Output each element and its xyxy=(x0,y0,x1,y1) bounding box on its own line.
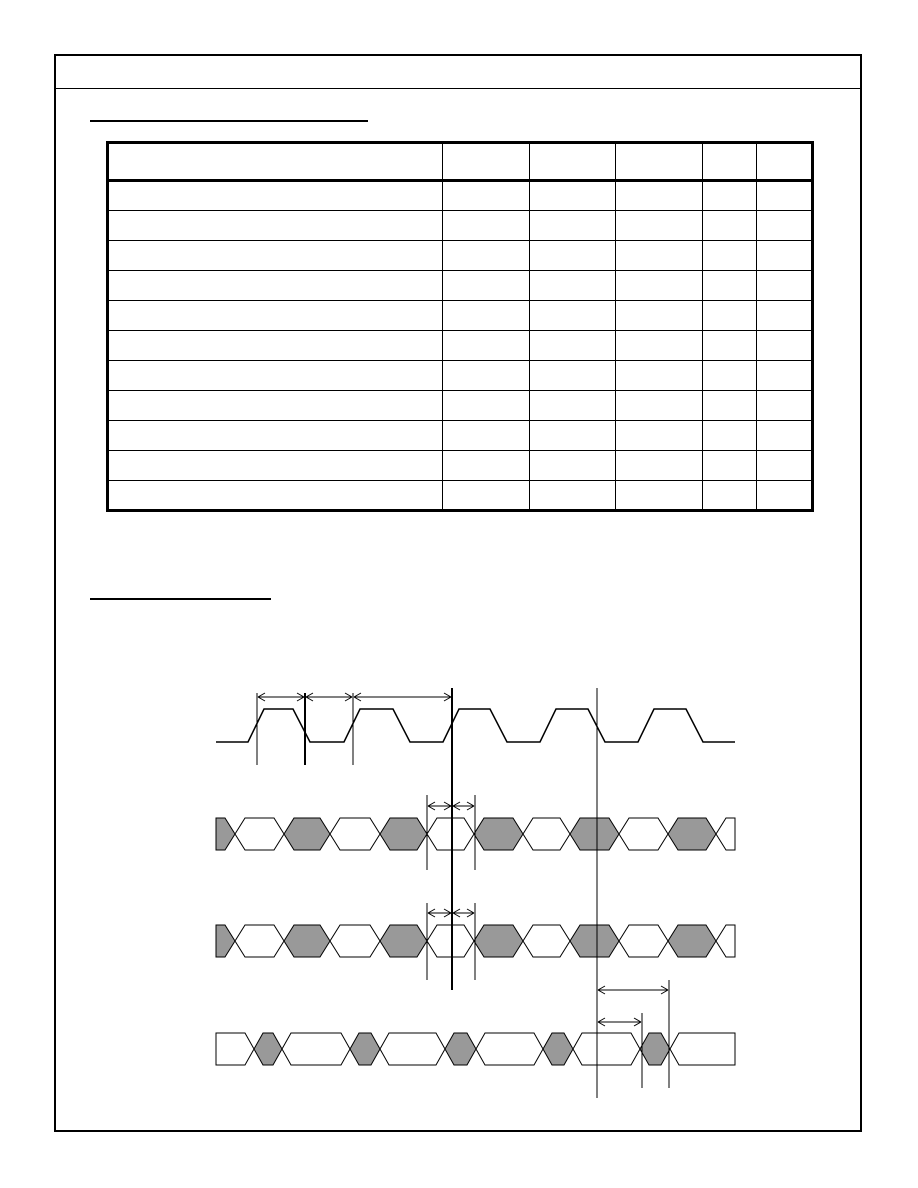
bus-transition-segment xyxy=(474,925,523,957)
bus-valid-segment xyxy=(330,925,380,957)
bus-valid-segment xyxy=(716,818,735,850)
clock-waveform xyxy=(216,709,735,742)
bus-valid-segment xyxy=(523,818,570,850)
bus-transition-segment xyxy=(350,1033,380,1065)
bus-valid-segment xyxy=(235,818,284,850)
bus-valid-segment xyxy=(619,818,668,850)
bus-transition-segment xyxy=(445,1033,476,1065)
bus-valid-segment xyxy=(427,818,474,850)
bus-valid-segment xyxy=(330,818,380,850)
bus-transition-segment xyxy=(570,818,619,850)
bus-transition-segment xyxy=(284,818,330,850)
bus-transition-segment xyxy=(380,925,427,957)
bus-transition-segment xyxy=(640,1033,670,1065)
bus-transition-segment xyxy=(570,925,619,957)
bus-transition-segment xyxy=(216,818,235,850)
bus-valid-segment xyxy=(216,1033,254,1065)
bus-valid-segment xyxy=(476,1033,543,1065)
bus-valid-segment xyxy=(716,925,735,957)
bus-valid-segment xyxy=(619,925,668,957)
bus-valid-segment xyxy=(380,1033,445,1065)
bus-transition-segment xyxy=(284,925,330,957)
bus-transition-segment xyxy=(380,818,427,850)
bus-transition-segment xyxy=(668,925,716,957)
bus-valid-segment xyxy=(282,1033,350,1065)
bus-transition-segment xyxy=(216,925,235,957)
bus-transition-segment xyxy=(474,818,523,850)
bus-valid-segment xyxy=(670,1033,735,1065)
bus-valid-segment xyxy=(523,925,570,957)
bus-transition-segment xyxy=(668,818,716,850)
bus-transition-segment xyxy=(543,1033,573,1065)
bus-valid-segment xyxy=(235,925,284,957)
bus-valid-segment xyxy=(573,1033,640,1065)
bus-transition-segment xyxy=(254,1033,282,1065)
bus-valid-segment xyxy=(427,925,474,957)
